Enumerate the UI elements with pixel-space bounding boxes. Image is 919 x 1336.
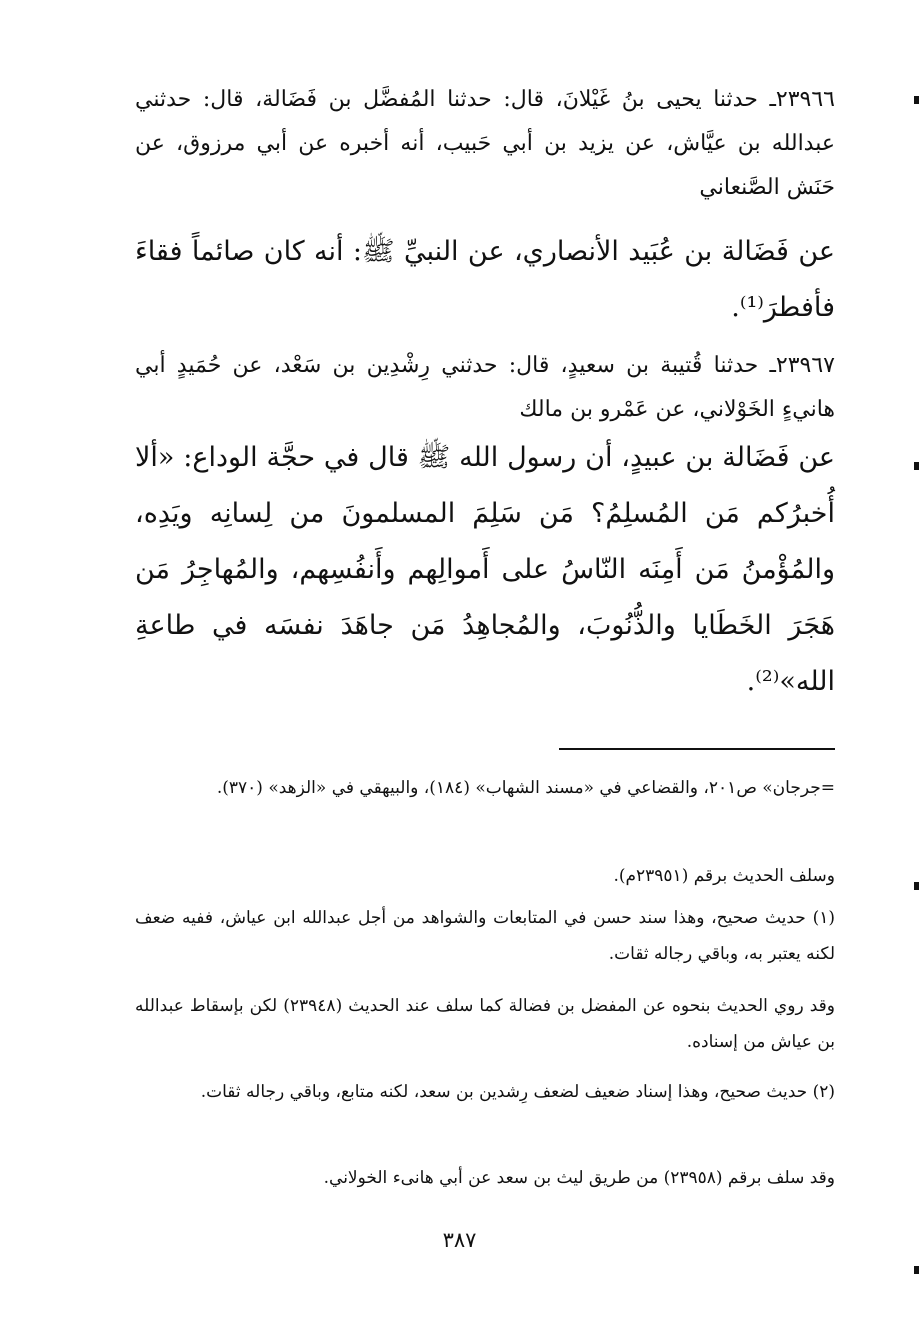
scan-edge-mark (914, 882, 919, 890)
footnote-1-addendum: وقد روي الحديث بنحوه عن المفضل بن فضالة كما سلف عند الحديث (٢٣٩٤٨) لكن بإسقاط عبدالله بن عياش من إسناده. (135, 996, 835, 1052)
hadith-23967-text: عن فَضَالة بن عبيدٍ، أن رسول الله ﷺ قال في حجَّة الوداع: «ألا أُخبرُكم مَن المُسلِمُ؟ مَن سَلِمَ المسلمونَ من لِسانِه ويَدِه، والمُؤْمنُ مَن أَمِنَه النّاسُ على أَموالِهم وأَنفُسِهم، والمُهاجِرُ مَن هَجَرَ الخَطَايا والذُّنُوبَ، والمُجاهِدُ مَن جاهَدَ نفسَه في طاعةِ الله»⁽²⁾. (135, 442, 835, 697)
footnote-separator (559, 748, 835, 750)
scan-edge-mark (914, 1266, 919, 1274)
footnote-2: (٢) حديث صحيح، وهذا إسناد ضعيف لضعف رِشدين بن سعد، لكنه متابع، وباقي رجاله ثقات. (200, 1082, 835, 1102)
page-number: ٣٨٧ (442, 1228, 477, 1252)
footnote-prior-reference: وسلف الحديث برقم (٢٣٩٥١م). (613, 866, 835, 886)
scan-edge-mark (914, 462, 919, 470)
scan-edge-mark (914, 96, 919, 104)
footnote-2-addendum: وقد سلف برقم (٢٣٩٥٨) من طريق ليث بن سعد عن أبي هانىء الخولاني. (323, 1168, 835, 1188)
hadith-23967-chain: ٢٣٩٦٧ـ حدثنا قُتيبة بن سعيدٍ، قال: حدثني رِشْدِين بن سَعْد، عن حُمَيدٍ أبي هانيءٍ الخَوْلاني، عن عَمْرو بن مالك (135, 353, 835, 422)
footnote-continuation: =جرجان» ص٢٠١، والقضاعي في «مسند الشهاب» (١٨٤)، والبيهقي في «الزهد» (٣٧٠). (216, 778, 835, 798)
footnote-1: (١) حديث صحيح، وهذا سند حسن في المتابعات والشواهد من أجل عبدالله ابن عياش، ففيه ضعف لكنه يعتبر به، وباقي رجاله ثقات. (135, 908, 835, 964)
hadith-23966-text: عن فَضَالة بن عُبَيد الأنصاري، عن النبيِّ ﷺ: أنه كان صائماً فقاءَ فأفطرَ⁽¹⁾. (135, 236, 835, 323)
hadith-23966-chain: ٢٣٩٦٦ـ حدثنا يحيى بنُ غَيْلانَ، قال: حدثنا المُفضَّل بن فَضَالة، قال: حدثني عبدالله بن عيَّاش، عن يزيد بن أبي حَبيب، أنه أخبره عن أبي مرزوق، عن حَنَش الصَّنعاني (135, 87, 835, 200)
